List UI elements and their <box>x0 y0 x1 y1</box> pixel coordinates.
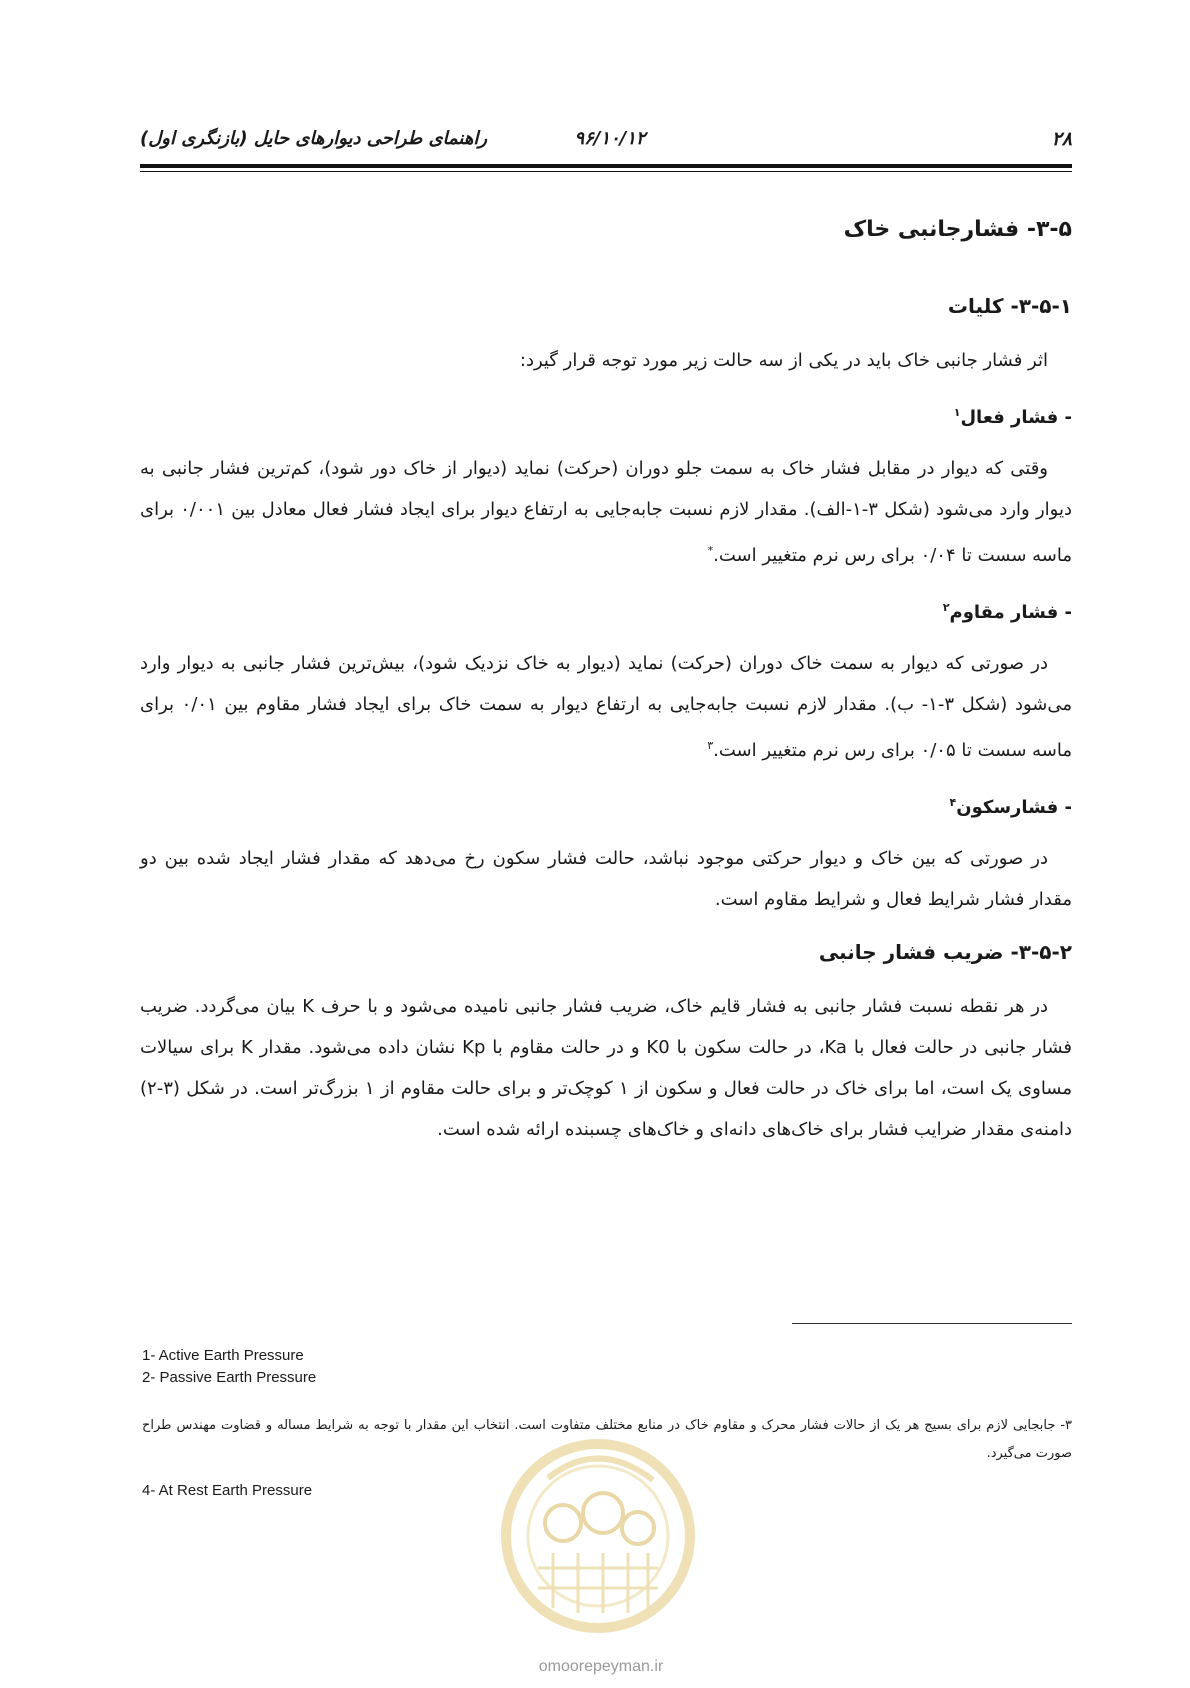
footnote-ref-2: ۲ <box>942 601 950 614</box>
rest-pressure-text: در صورتی که بین خاک و دیوار حرکتی موجود نباشد، حالت فشار سکون رخ می‌دهد که مقدار فشار ایجاد شده بین دو مقدار فشار شرایط فعال و شرایط مقاوم است. <box>140 848 1072 910</box>
footnote-ref-1: ۱ <box>953 406 961 419</box>
passive-pressure-heading <box>140 588 1072 633</box>
footnote-3: ۳- جابجایی لازم برای بسیج هر یک از حالات فشار محرک و مقاوم خاک در منابع مختلف متفاوت است. انتخاب این مقدار با توجه به شرایط مساله و قضاوت مهندس طراح صورت می‌گیرد. <box>142 1418 1072 1461</box>
rest-pressure-heading <box>140 783 1072 828</box>
watermark-url: omoorepeyman.ir <box>538 1658 664 1675</box>
passive-pressure-title: - فشار مقاوم <box>949 602 1072 623</box>
active-pressure-text <box>140 448 1072 576</box>
page-content <box>140 210 1072 1162</box>
header-date: ۹۶/۱۰/۱۲ <box>574 128 646 149</box>
active-pressure-title: - فشار فعال <box>960 407 1072 428</box>
footnote-4: 4- At Rest Earth Pressure <box>142 1482 313 1499</box>
active-pressure-heading <box>140 393 1072 438</box>
subsection-title-general: ۳-۵-۱- کلیات <box>947 294 1072 318</box>
passive-pressure-body: در صورتی که دیوار به سمت خاک دوران (حرکت) نماید (دیوار به خاک نزدیک شود)، بیش‌ترین فشار جانبی به دیوار وارد می‌شود (شکل ۳-۱- ب). مقدار لازم نسبت جابه‌جایی به ارتفاع دیوار به سمت خاک برای ایجاد فشار مقاوم بین ۰/۰۱ برای ماسه سست تا ۰/۰۵ برای رس نرم متغییر است. <box>140 653 1072 761</box>
rest-pressure-title: - فشارسکون <box>956 797 1072 818</box>
footnote-ref-4: ۴ <box>949 796 957 809</box>
header-rule-thick <box>140 164 1072 168</box>
active-pressure-body: وقتی که دیوار در مقابل فشار خاک به سمت جلو دوران (حرکت) نماید (دیوار از خاک دور شود)، کم‌ترین فشار جانبی به دیوار وارد می‌شود (شکل ۳-۱-الف). مقدار لازم نسبت جابه‌جایی به ارتفاع دیوار برای ایجاد فشار فعال معادل بین ۰/۰۰۱ برای ماسه سست تا ۰/۰۴ برای رس نرم متغییر است. <box>140 458 1072 566</box>
header-title: راهنمای طراحی دیوارهای حایل (بازنگری اول) <box>140 128 488 149</box>
footnote-ref-3: ۳ <box>707 739 714 752</box>
footnote-separator <box>792 1323 1072 1324</box>
passive-pressure-text <box>140 643 1072 771</box>
page-number: ۲۸ <box>1051 128 1072 150</box>
subsection-title-coefficient: ۳-۵-۲- ضریب فشار جانبی <box>818 940 1072 964</box>
asterisk-mark: * <box>707 544 714 557</box>
general-intro: اثر فشار جانبی خاک باید در یکی از سه حالت زیر مورد توجه قرار گیرد: <box>519 350 1048 371</box>
header-rule-thin <box>140 171 1072 172</box>
section-title: ۳-۵- فشارجانبی خاک <box>843 217 1072 242</box>
footnote-1: 1- Active Earth Pressure <box>142 1347 304 1364</box>
page-header <box>140 128 1072 154</box>
footnote-2: 2- Passive Earth Pressure <box>142 1369 317 1386</box>
coefficient-text: در هر نقطه نسبت فشار جانبی به فشار قایم خاک، ضریب فشار جانبی نامیده می‌شود و با حرف K بیان می‌گردد. ضریب فشار جانبی در حالت فعال با Ka، در حالت سکون با K0 و در حالت مقاوم با Kp نشان داده می‌شود. مقدار K برای سیالات مساوی یک است، اما برای خاک در حالت فعال و سکون از ۱ کوچک‌تر و برای حالت مقاوم از ۱ بزرگ‌تر است. در شکل (۳-۲) دامنه‌ی مقدار ضرایب فشار برای خاک‌های دانه‌ای و خاک‌های چسبنده ارائه شده است. <box>140 996 1073 1140</box>
watermark-emblem-icon <box>478 1418 718 1688</box>
